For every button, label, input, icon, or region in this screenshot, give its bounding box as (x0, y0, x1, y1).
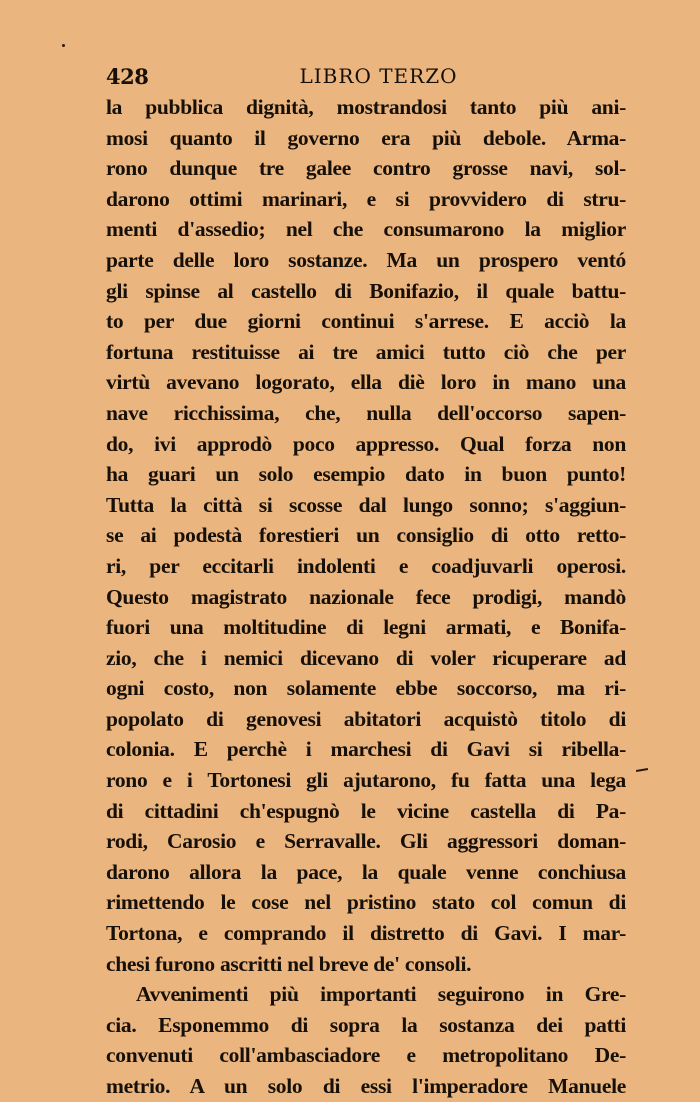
text-line: colonia. E perchè i marchesi di Gavi si ribella- (106, 737, 626, 762)
body-text (106, 92, 626, 1102)
text-line: ri, per eccitarli indolenti e coadjuvarli operosi. (106, 553, 626, 578)
text-line: ogni costo, non solamente ebbe soccorso, ma ri- (106, 676, 626, 701)
text-line: zio, che i nemici dicevano di voler ricuperare ad (106, 645, 626, 670)
text-line: di cittadini ch'espugnò le vicine castella di Pa- (106, 798, 626, 823)
text-line: mosi quanto il governo era più debole. Arma- (106, 125, 626, 150)
text-line: virtù avevano logorato, ella diè loro in mano una (106, 370, 626, 395)
text-line: Tortona, e comprando il distretto di Gavi. I mar- (106, 921, 626, 946)
text-line: popolato di genovesi abitatori acquistò titolo di (106, 706, 626, 731)
text-line: fortuna restituisse ai tre amici tutto ciò che per (106, 339, 626, 364)
text-line: rimettendo le cose nel pristino stato col comun di (106, 890, 626, 915)
text-line: to per due giorni continui s'arrese. E acciò la (106, 309, 626, 334)
text-line: cia. Esponemmo di sopra la sostanza dei patti (106, 1012, 626, 1037)
text-line: la pubblica dignità, mostrandosi tanto più ani- (106, 95, 626, 119)
ink-speck-top (62, 44, 65, 47)
text-line: Questo magistrato nazionale fece prodigi, mandò (106, 584, 626, 609)
text-line: darono allora la pace, la quale venne conchiusa (106, 859, 626, 884)
text-line: do, ivi approdò poco appresso. Qual forza non (106, 431, 626, 456)
text-line: parte delle loro sostanze. Ma un prospero ventó (106, 247, 626, 272)
text-line: rono e i Tortonesi gli ajutarono, fu fatta una lega (106, 768, 626, 793)
margin-mark (636, 768, 648, 772)
text-line: convenuti coll'ambasciadore e metropolitano De- (106, 1043, 626, 1068)
page-number: 428 (106, 64, 149, 89)
text-line: metrio. A un solo di essi l'imperadore Manuele (106, 1074, 626, 1098)
text-line: ha guari un solo esempio dato in buon punto! (106, 462, 626, 487)
text-line: menti d'assedio; nel che consumarono la miglior (106, 217, 626, 242)
text-line: rodi, Carosio e Serravalle. Gli aggressori doman- (106, 829, 626, 854)
text-line: fuori una moltitudine di legni armati, e Bonifa- (106, 615, 626, 640)
text-line: nave ricchissima, che, nulla dell'occorso sapen- (106, 400, 626, 425)
text-line: chesi furono ascritti nel breve de' consoli. (106, 951, 472, 976)
text-line: rono dunque tre galee contro grosse navi, sol- (106, 156, 626, 181)
text-line: se ai podestà forestieri un consiglio di otto retto- (106, 523, 626, 548)
page-header (106, 60, 621, 94)
text-line: gli spinse al castello di Bonifazio, il quale battu- (106, 278, 626, 303)
text-line: Tutta la città si scosse dal lungo sonno; s'aggiun- (106, 492, 626, 517)
running-title: LIBRO TERZO (299, 64, 458, 88)
text-line: Avvenimenti più importanti seguirono in Gre- (136, 982, 626, 1007)
text-line: darono ottimi marinari, e si provvidero di stru- (106, 186, 626, 211)
